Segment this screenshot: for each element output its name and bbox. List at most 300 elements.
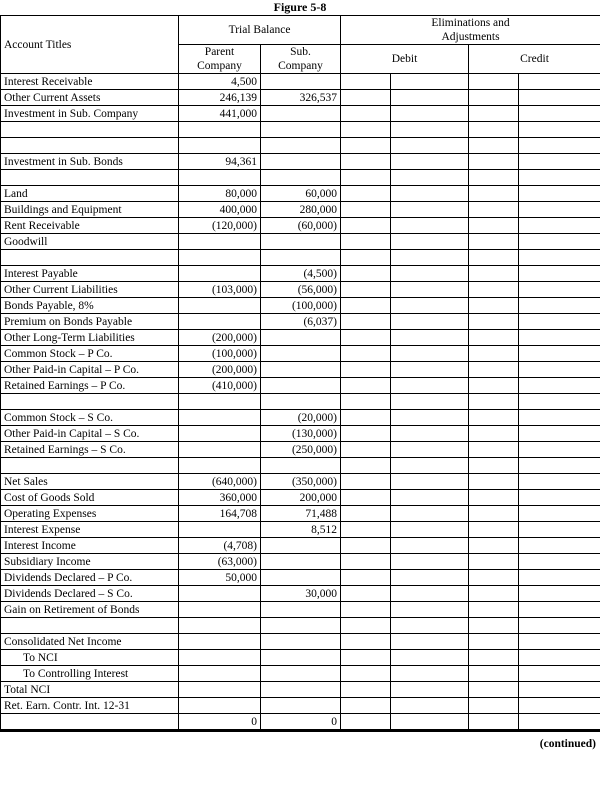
worksheet-row [1,442,600,458]
elimination-debit-cell-a[interactable] [341,618,391,634]
sub-company-line-2: Company [278,60,323,72]
parent-company-amount-cell[interactable]: 246,139 [179,90,261,106]
elimination-credit-cell-a[interactable] [469,74,519,90]
sub-company-amount-cell[interactable]: (20,000) [261,410,341,426]
sub-company-amount-cell[interactable]: (130,000) [261,426,341,442]
elimination-debit-cell-b[interactable] [391,218,469,234]
elimination-credit-cell-b[interactable] [519,106,600,122]
elimination-credit-cell-b[interactable] [519,394,600,410]
elimination-credit-cell-b[interactable] [519,298,600,314]
elimination-debit-cell-a[interactable] [341,314,391,330]
elimination-credit-cell-a[interactable] [469,554,519,570]
elimination-credit-cell-a[interactable] [469,666,519,682]
worksheet-row [1,346,600,362]
elimination-credit-cell-b[interactable] [519,74,600,90]
parent-company-amount-cell[interactable] [179,666,261,682]
parent-company-amount-cell[interactable] [179,634,261,650]
elimination-credit-cell-a[interactable] [469,378,519,394]
elimination-credit-cell-a[interactable] [469,602,519,618]
worksheet-row [1,522,600,538]
worksheet-row [1,90,600,106]
account-title-cell: Investment in Sub. Bonds [1,154,179,170]
account-title-cell: Goodwill [1,234,179,250]
elimination-debit-cell-b[interactable] [391,74,469,90]
elimination-credit-cell-b[interactable] [519,698,600,714]
elimination-debit-cell-a[interactable] [341,650,391,666]
elimination-debit-cell-b[interactable] [391,682,469,698]
sub-company-amount-cell[interactable] [261,74,341,90]
worksheet-row [1,330,600,346]
elimination-debit-cell-b[interactable] [391,186,469,202]
elimination-debit-cell-a[interactable] [341,586,391,602]
elimination-debit-cell-a[interactable] [341,202,391,218]
elimination-credit-cell-b[interactable] [519,202,600,218]
account-title-cell [1,250,179,266]
elimination-credit-cell-b[interactable] [519,410,600,426]
elimination-credit-cell-b[interactable] [519,266,600,282]
elimination-credit-cell-b[interactable] [519,122,600,138]
parent-company-amount-cell[interactable] [179,682,261,698]
sub-company-amount-cell[interactable]: (100,000) [261,298,341,314]
elimination-debit-cell-a[interactable] [341,186,391,202]
elimination-debit-cell-a[interactable] [341,698,391,714]
account-title-cell: Interest Receivable [1,74,179,90]
elimination-credit-cell-a[interactable] [469,266,519,282]
elimination-debit-cell-b[interactable] [391,522,469,538]
account-title-cell: Dividends Declared – P Co. [1,570,179,586]
parent-company-amount-cell[interactable] [179,458,261,474]
elimination-credit-cell-a[interactable] [469,618,519,634]
elimination-credit-cell-a[interactable] [469,122,519,138]
parent-company-amount-cell[interactable]: 94,361 [179,154,261,170]
elimination-credit-cell-a[interactable] [469,586,519,602]
account-title-cell: Rent Receivable [1,218,179,234]
account-title-cell: Common Stock – P Co. [1,346,179,362]
elimination-debit-cell-a[interactable] [341,666,391,682]
account-title-cell: Cost of Goods Sold [1,490,179,506]
elimination-credit-cell-b[interactable] [519,538,600,554]
elimination-debit-cell-a[interactable] [341,346,391,362]
sub-company-amount-cell[interactable] [261,378,341,394]
worksheet-row [1,106,600,122]
elimination-debit-cell-a[interactable] [341,634,391,650]
parent-company-amount-cell[interactable]: (200,000) [179,330,261,346]
elimination-debit-cell-a[interactable] [341,362,391,378]
parent-company-amount-cell[interactable]: 4,500 [179,74,261,90]
elimination-debit-cell-b[interactable] [391,458,469,474]
elimination-debit-cell-a[interactable] [341,330,391,346]
sub-company-amount-cell[interactable] [261,394,341,410]
elimination-credit-cell-b[interactable] [519,90,600,106]
elimination-credit-cell-a[interactable] [469,394,519,410]
sub-company-amount-cell[interactable]: 60,000 [261,186,341,202]
parent-company-amount-cell[interactable] [179,442,261,458]
elimination-debit-cell-b[interactable] [391,426,469,442]
elimination-debit-cell-a[interactable] [341,442,391,458]
worksheet-row [1,266,600,282]
elimination-debit-cell-b[interactable] [391,554,469,570]
elimination-debit-cell-a[interactable] [341,250,391,266]
sub-company-amount-cell[interactable] [261,570,341,586]
sub-company-amount-cell[interactable]: (6,037) [261,314,341,330]
continued-note: (continued) [539,738,596,750]
elimination-debit-cell-b[interactable] [391,250,469,266]
elimination-credit-cell-a[interactable] [469,538,519,554]
elimination-debit-cell-b[interactable] [391,602,469,618]
elimination-credit-cell-a[interactable] [469,170,519,186]
elimination-debit-cell-b[interactable] [391,442,469,458]
sub-company-amount-cell[interactable] [261,250,341,266]
sub-company-amount-cell[interactable] [261,154,341,170]
elimination-debit-cell-a[interactable] [341,602,391,618]
parent-company-amount-cell[interactable]: 50,000 [179,570,261,586]
parent-company-amount-cell[interactable] [179,602,261,618]
elimination-credit-cell-a[interactable] [469,218,519,234]
parent-company-amount-cell[interactable]: 164,708 [179,506,261,522]
account-title-cell: Net Sales [1,474,179,490]
parent-company-amount-cell[interactable]: 360,000 [179,490,261,506]
elimination-debit-cell-a[interactable] [341,106,391,122]
elimination-debit-cell-b[interactable] [391,330,469,346]
elimination-credit-cell-a[interactable] [469,634,519,650]
sub-company-amount-cell[interactable]: 0 [261,714,341,730]
elimination-credit-cell-b[interactable] [519,138,600,154]
elimination-debit-cell-a[interactable] [341,458,391,474]
elimination-credit-cell-a[interactable] [469,474,519,490]
elimination-debit-cell-b[interactable] [391,106,469,122]
elimination-debit-cell-a[interactable] [341,554,391,570]
sub-company-amount-cell[interactable] [261,458,341,474]
elimination-credit-cell-a[interactable] [469,298,519,314]
parent-company-amount-cell[interactable]: (63,000) [179,554,261,570]
sub-company-amount-cell[interactable]: 200,000 [261,490,341,506]
elimination-credit-cell-b[interactable] [519,602,600,618]
sub-company-amount-cell[interactable] [261,698,341,714]
worksheet-row [1,282,600,298]
account-title-cell: Other Long-Term Liabilities [1,330,179,346]
worksheet-row [1,490,600,506]
sub-company-amount-cell[interactable]: 280,000 [261,202,341,218]
parent-company-amount-cell[interactable] [179,426,261,442]
elimination-credit-cell-a[interactable] [469,426,519,442]
elimination-credit-cell-b[interactable] [519,458,600,474]
elimination-credit-cell-b[interactable] [519,682,600,698]
elimination-credit-cell-b[interactable] [519,426,600,442]
header-row-group-titles [1,16,600,45]
sub-company-amount-cell[interactable]: 326,537 [261,90,341,106]
elimination-debit-cell-a[interactable] [341,154,391,170]
worksheet-row [1,170,600,186]
sub-company-amount-cell[interactable] [261,554,341,570]
elimination-debit-cell-a[interactable] [341,234,391,250]
account-title-cell: Consolidated Net Income [1,634,179,650]
elimination-debit-cell-a[interactable] [341,378,391,394]
sub-company-amount-cell[interactable]: (4,500) [261,266,341,282]
elimination-debit-cell-a[interactable] [341,522,391,538]
parent-company-amount-cell[interactable] [179,698,261,714]
worksheet-row [1,426,600,442]
elimination-debit-cell-b[interactable] [391,538,469,554]
parent-company-amount-cell[interactable] [179,394,261,410]
elimination-debit-cell-b[interactable] [391,170,469,186]
parent-company-amount-cell[interactable]: (103,000) [179,282,261,298]
worksheet-row [1,314,600,330]
elimination-credit-cell-a[interactable] [469,138,519,154]
elimination-debit-cell-b[interactable] [391,618,469,634]
elimination-credit-cell-a[interactable] [469,410,519,426]
elimination-credit-cell-b[interactable] [519,170,600,186]
parent-company-amount-cell[interactable]: (200,000) [179,362,261,378]
elimination-credit-cell-b[interactable] [519,346,600,362]
parent-company-amount-cell[interactable] [179,234,261,250]
parent-company-amount-cell[interactable] [179,122,261,138]
elimination-credit-cell-a[interactable] [469,234,519,250]
elimination-debit-cell-a[interactable] [341,122,391,138]
elimination-debit-cell-b[interactable] [391,346,469,362]
parent-company-amount-cell[interactable] [179,170,261,186]
elimination-debit-cell-b[interactable] [391,266,469,282]
sub-company-amount-cell[interactable] [261,618,341,634]
elimination-debit-cell-a[interactable] [341,90,391,106]
elimination-debit-cell-b[interactable] [391,698,469,714]
elimination-debit-cell-a[interactable] [341,426,391,442]
worksheet-row [1,570,600,586]
eliminations-line-2: Adjustments [441,31,500,43]
sub-company-amount-cell[interactable] [261,106,341,122]
worksheet-row [1,506,600,522]
elimination-debit-cell-b[interactable] [391,378,469,394]
elimination-debit-cell-a[interactable] [341,506,391,522]
elimination-debit-cell-b[interactable] [391,234,469,250]
elimination-debit-cell-b[interactable] [391,282,469,298]
sub-company-amount-cell[interactable] [261,650,341,666]
parent-company-amount-cell[interactable]: 0 [179,714,261,730]
account-title-cell: Interest Income [1,538,179,554]
elimination-debit-cell-a[interactable] [341,714,391,730]
elimination-credit-cell-b[interactable] [519,186,600,202]
elimination-credit-cell-a[interactable] [469,154,519,170]
elimination-credit-cell-b[interactable] [519,666,600,682]
elimination-debit-cell-a[interactable] [341,538,391,554]
elimination-credit-cell-a[interactable] [469,250,519,266]
elimination-debit-cell-b[interactable] [391,650,469,666]
elimination-credit-cell-b[interactable] [519,506,600,522]
elimination-debit-cell-a[interactable] [341,682,391,698]
sub-company-amount-cell[interactable]: (250,000) [261,442,341,458]
elimination-credit-cell-b[interactable] [519,474,600,490]
elimination-credit-cell-b[interactable] [519,714,600,730]
column-header-eliminations-adjustments [341,16,600,45]
worksheet-row [1,186,600,202]
elimination-credit-cell-a[interactable] [469,202,519,218]
elimination-credit-cell-a[interactable] [469,362,519,378]
worksheet-row [1,154,600,170]
elimination-credit-cell-a[interactable] [469,458,519,474]
elimination-credit-cell-a[interactable] [469,330,519,346]
elimination-debit-cell-b[interactable] [391,634,469,650]
elimination-credit-cell-a[interactable] [469,490,519,506]
account-title-cell: Bonds Payable, 8% [1,298,179,314]
account-title-cell: Interest Payable [1,266,179,282]
elimination-credit-cell-b[interactable] [519,330,600,346]
parent-company-amount-cell[interactable]: (640,000) [179,474,261,490]
elimination-debit-cell-a[interactable] [341,266,391,282]
worksheet-row [1,474,600,490]
parent-company-amount-cell[interactable] [179,314,261,330]
elimination-debit-cell-a[interactable] [341,410,391,426]
account-title-cell: Subsidiary Income [1,554,179,570]
column-header-account-titles: Account Titles [1,16,179,74]
account-title-cell: Other Current Liabilities [1,282,179,298]
elimination-debit-cell-a[interactable] [341,570,391,586]
elimination-debit-cell-b[interactable] [391,666,469,682]
worksheet-row [1,634,600,650]
sub-company-amount-cell[interactable] [261,138,341,154]
elimination-credit-cell-b[interactable] [519,522,600,538]
elimination-credit-cell-b[interactable] [519,154,600,170]
parent-company-amount-cell[interactable] [179,266,261,282]
account-title-cell: Dividends Declared – S Co. [1,586,179,602]
parent-company-amount-cell[interactable]: (100,000) [179,346,261,362]
worksheet-row [1,122,600,138]
sub-company-amount-cell[interactable]: 30,000 [261,586,341,602]
elimination-credit-cell-a[interactable] [469,346,519,362]
sub-company-amount-cell[interactable] [261,346,341,362]
sub-company-amount-cell[interactable] [261,602,341,618]
sub-company-amount-cell[interactable] [261,362,341,378]
sub-company-amount-cell[interactable] [261,682,341,698]
parent-company-amount-cell[interactable] [179,250,261,266]
sub-company-amount-cell[interactable] [261,234,341,250]
elimination-debit-cell-b[interactable] [391,122,469,138]
elimination-credit-cell-a[interactable] [469,442,519,458]
elimination-credit-cell-b[interactable] [519,586,600,602]
elimination-credit-cell-a[interactable] [469,522,519,538]
elimination-debit-cell-b[interactable] [391,586,469,602]
elimination-debit-cell-b[interactable] [391,138,469,154]
elimination-credit-cell-b[interactable] [519,282,600,298]
elimination-credit-cell-a[interactable] [469,314,519,330]
elimination-credit-cell-a[interactable] [469,570,519,586]
elimination-debit-cell-a[interactable] [341,490,391,506]
sub-company-amount-cell[interactable] [261,538,341,554]
parent-company-amount-cell[interactable]: (410,000) [179,378,261,394]
account-title-cell [1,458,179,474]
elimination-credit-cell-a[interactable] [469,186,519,202]
elimination-credit-cell-b[interactable] [519,618,600,634]
sub-company-amount-cell[interactable] [261,666,341,682]
elimination-credit-cell-a[interactable] [469,506,519,522]
elimination-debit-cell-a[interactable] [341,218,391,234]
parent-company-amount-cell[interactable] [179,650,261,666]
elimination-credit-cell-a[interactable] [469,282,519,298]
elimination-debit-cell-b[interactable] [391,154,469,170]
parent-company-amount-cell[interactable] [179,298,261,314]
parent-company-amount-cell[interactable] [179,138,261,154]
account-title-cell: Investment in Sub. Company [1,106,179,122]
elimination-debit-cell-b[interactable] [391,490,469,506]
sub-company-amount-cell[interactable]: (60,000) [261,218,341,234]
worksheet-row [1,202,600,218]
elimination-debit-cell-a[interactable] [341,298,391,314]
account-title-cell [1,714,179,730]
elimination-credit-cell-b[interactable] [519,490,600,506]
elimination-debit-cell-b[interactable] [391,202,469,218]
elimination-debit-cell-b[interactable] [391,474,469,490]
account-title-cell [1,394,179,410]
elimination-debit-cell-b[interactable] [391,506,469,522]
sub-company-amount-cell[interactable]: 8,512 [261,522,341,538]
elimination-debit-cell-b[interactable] [391,362,469,378]
elimination-debit-cell-a[interactable] [341,170,391,186]
elimination-credit-cell-a[interactable] [469,682,519,698]
sub-company-amount-cell[interactable]: 71,488 [261,506,341,522]
worksheet-row [1,666,600,682]
elimination-credit-cell-b[interactable] [519,250,600,266]
elimination-credit-cell-b[interactable] [519,234,600,250]
sub-company-amount-cell[interactable] [261,170,341,186]
elimination-credit-cell-b[interactable] [519,218,600,234]
sub-company-amount-cell[interactable] [261,330,341,346]
parent-company-amount-cell[interactable] [179,618,261,634]
elimination-debit-cell-a[interactable] [341,74,391,90]
elimination-debit-cell-a[interactable] [341,138,391,154]
elimination-credit-cell-b[interactable] [519,378,600,394]
elimination-debit-cell-a[interactable] [341,394,391,410]
parent-company-amount-cell[interactable] [179,522,261,538]
elimination-debit-cell-a[interactable] [341,282,391,298]
elimination-credit-cell-a[interactable] [469,90,519,106]
worksheet-row [1,394,600,410]
elimination-credit-cell-a[interactable] [469,106,519,122]
worksheet-row [1,554,600,570]
parent-company-amount-cell[interactable]: (120,000) [179,218,261,234]
parent-company-amount-cell[interactable]: 441,000 [179,106,261,122]
sub-company-amount-cell[interactable]: (350,000) [261,474,341,490]
elimination-debit-cell-b[interactable] [391,298,469,314]
elimination-credit-cell-a[interactable] [469,714,519,730]
elimination-credit-cell-a[interactable] [469,698,519,714]
elimination-debit-cell-b[interactable] [391,394,469,410]
parent-company-amount-cell[interactable]: (4,708) [179,538,261,554]
elimination-credit-cell-a[interactable] [469,650,519,666]
elimination-credit-cell-b[interactable] [519,554,600,570]
elimination-credit-cell-b[interactable] [519,362,600,378]
parent-company-amount-cell[interactable]: 400,000 [179,202,261,218]
parent-company-amount-cell[interactable] [179,586,261,602]
sub-company-amount-cell[interactable] [261,122,341,138]
elimination-debit-cell-b[interactable] [391,410,469,426]
worksheet-row [1,410,600,426]
elimination-credit-cell-b[interactable] [519,314,600,330]
sub-company-amount-cell[interactable] [261,634,341,650]
elimination-credit-cell-b[interactable] [519,570,600,586]
elimination-credit-cell-b[interactable] [519,634,600,650]
elimination-debit-cell-b[interactable] [391,314,469,330]
elimination-debit-cell-a[interactable] [341,474,391,490]
parent-company-amount-cell[interactable] [179,410,261,426]
elimination-debit-cell-b[interactable] [391,90,469,106]
elimination-credit-cell-b[interactable] [519,442,600,458]
elimination-debit-cell-b[interactable] [391,570,469,586]
sub-company-amount-cell[interactable]: (56,000) [261,282,341,298]
elimination-credit-cell-b[interactable] [519,650,600,666]
worksheet-row [1,618,600,634]
worksheet-body [1,74,600,730]
elimination-debit-cell-b[interactable] [391,714,469,730]
account-title-cell: Other Paid-in Capital – S Co. [1,426,179,442]
parent-company-amount-cell[interactable]: 80,000 [179,186,261,202]
